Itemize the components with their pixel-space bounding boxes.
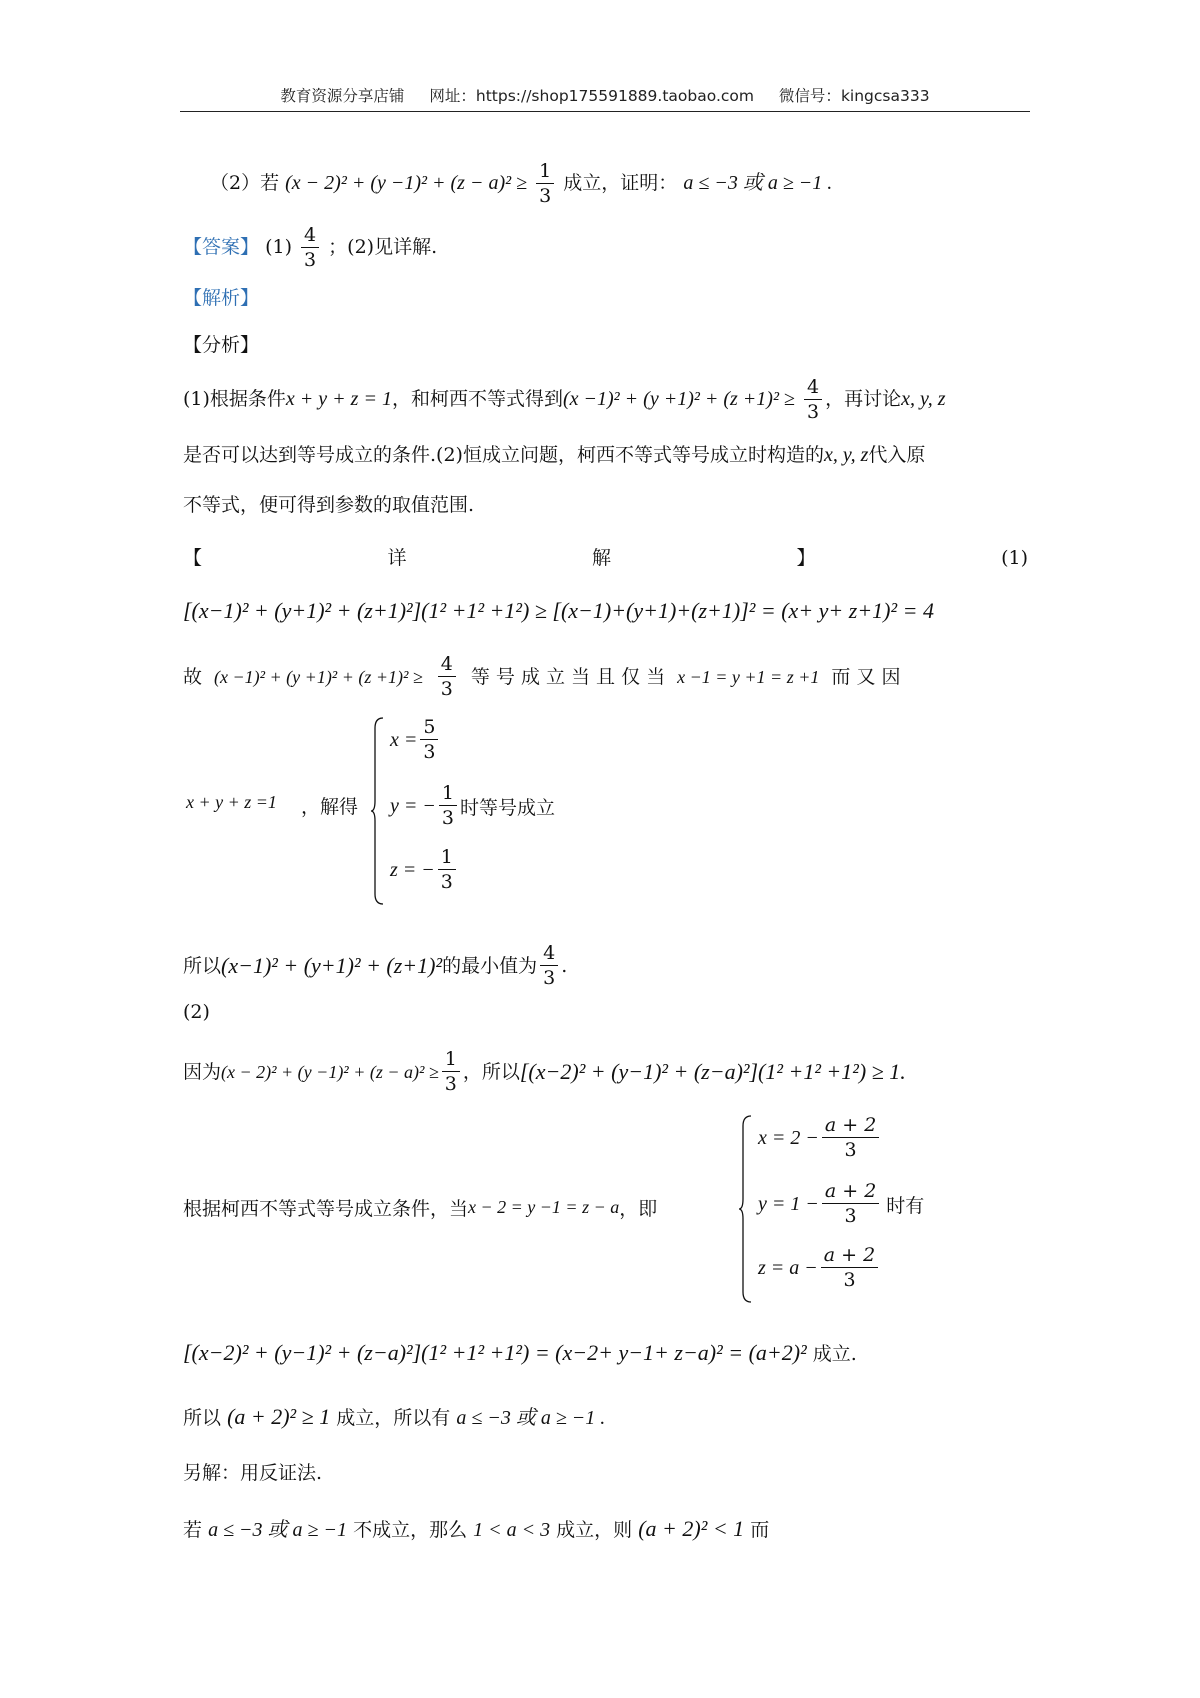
detail-eq1: [(x−1)² + (y+1)² + (z+1)²](1² +1² +1²) ≥ [(x−1)+(y+1)+(z+1)]² = (x+ y+ z+1)² = 4 — [183, 598, 934, 623]
detail-last-d: 1 < a < 3 — [473, 1519, 551, 1541]
detail-last-line — [183, 1514, 1040, 1545]
jiexi-tag: 【解析】 — [183, 287, 260, 309]
system2-x-frac — [822, 1116, 879, 1160]
q2-frac-den: 3 — [539, 185, 552, 207]
detail-p2-eq: [(x−2)² + (y−1)² + (z−a)²](1² +1² +1²) ≥ 1. — [519, 1059, 906, 1084]
answer-part1: (1) — [265, 236, 292, 258]
system1-jiede: ，解得 — [301, 796, 359, 818]
detail-so-expr: (a + 2)² ≥ 1 — [227, 1404, 331, 1429]
detail-p2-expr: (x − 2)² + (y −1)² + (z − a)² ≥ — [221, 1062, 439, 1082]
system2-z-frac — [821, 1246, 878, 1290]
detail-part1: (1) — [1001, 547, 1028, 569]
detail-gu-frac-num: 4 — [438, 655, 456, 677]
detail-gu-end: 而 又 因 — [831, 666, 901, 688]
analysis-l1d: (x −1)² + (y +1)² + (z +1)² ≥ — [562, 388, 795, 410]
system2-row-x — [758, 1116, 882, 1160]
system1-x: x = — [390, 728, 418, 751]
detail-gu-line — [183, 655, 1028, 699]
detail-min-a: 所以 — [183, 955, 222, 977]
system1-y-frac — [439, 784, 457, 828]
header-wechat-label: 微信号： — [778, 87, 841, 105]
system1-row-y — [390, 784, 555, 828]
system1-row-x — [390, 718, 441, 762]
detail-alt: 另解：用反证法. — [183, 1462, 323, 1484]
system2-y-den: 3 — [844, 1205, 857, 1227]
system2-x-num: a + 2 — [822, 1116, 879, 1138]
system1-y-tail: 时等号成立 — [459, 796, 555, 819]
detail-min-den: 3 — [543, 967, 556, 989]
system2-lead — [183, 1194, 657, 1221]
answer-tag: 【答案】 — [183, 236, 260, 258]
analysis-l2a: 是否可以达到等号成立的条件.(2)恒成立问题，柯西不等式等号成立时构造的 — [183, 444, 824, 466]
detail-last-a: 若 — [183, 1519, 203, 1541]
analysis-l1e: ，再讨论 — [825, 388, 902, 410]
detail-min-b: 的最小值为 — [442, 955, 538, 977]
detail-last-c: 不成立，那么 — [353, 1519, 468, 1541]
detail-min-end: . — [561, 955, 568, 977]
system2-cond: x − 2 = y −1 = z − a — [468, 1197, 620, 1217]
analysis-l1a: (1)根据条件 — [183, 388, 286, 410]
system1-y: y = − — [390, 794, 436, 817]
system1-x-num: 5 — [420, 718, 438, 740]
system1-x-frac — [420, 718, 438, 762]
q2-fraction — [536, 162, 554, 206]
detail-min-fraction — [540, 944, 558, 988]
detail-so-a: 所以 — [183, 1407, 222, 1429]
system2-lead-a: 根据柯西不等式等号成立条件，当 — [183, 1198, 469, 1220]
q2-frac-num: 1 — [536, 162, 554, 184]
detail-min-expr: (x−1)² + (y+1)² + (z+1)² — [221, 953, 443, 978]
answer-line — [183, 226, 1040, 270]
detail-gu: 故 — [183, 666, 203, 688]
system2-row-z — [758, 1246, 881, 1290]
detail-min-num: 4 — [540, 944, 558, 966]
detail-so-b: 成立，所以有 — [336, 1407, 451, 1429]
analysis-l1f: x, y, z — [901, 388, 946, 410]
analysis-line-3: 不等式，便可得到参数的取值范围. — [183, 494, 475, 516]
answer-frac-den: 3 — [304, 249, 317, 271]
question-2 — [210, 162, 1040, 206]
system1-x-den: 3 — [423, 741, 436, 763]
system2-y-frac — [822, 1182, 879, 1226]
detail-eq2-end: 成立. — [812, 1343, 857, 1365]
detail-system-1 — [183, 712, 883, 912]
fenxi-tag: 【分析】 — [183, 334, 260, 356]
detail-last-b: a ≤ −3 或 a ≥ −1 — [208, 1519, 348, 1541]
detail-system-2 — [183, 1110, 1003, 1310]
system2-x: x = 2 − — [758, 1126, 819, 1149]
page-header — [180, 84, 1030, 106]
detail-p2-den: 3 — [444, 1073, 457, 1095]
detail-p2-fraction — [442, 1050, 460, 1094]
analysis-l1b: x + y + z = 1 — [285, 388, 392, 410]
detail-eq2-line — [183, 1338, 1040, 1369]
system1-y-den: 3 — [441, 807, 454, 829]
header-wechat-id: kingcsa333 — [840, 87, 930, 105]
detail-gu-text: 等 号 成 立 当 且 仅 当 — [470, 666, 666, 688]
detail-tag-open: 【 — [183, 547, 203, 569]
header-site-label: 网址： — [429, 87, 476, 105]
system2-z-num: a + 2 — [821, 1246, 878, 1268]
q2-prefix: （2）若 — [210, 172, 280, 194]
detail-part2: (2) — [183, 1001, 210, 1023]
answer-rest: ；(2)见详解. — [328, 236, 438, 258]
detail-gu-cond: x −1 = y +1 = z +1 — [677, 667, 820, 687]
analysis-l2c: 代入原 — [868, 444, 926, 466]
system2-row-y — [758, 1182, 924, 1226]
detail-p2-line — [183, 1050, 1040, 1094]
q2-conclusion: a ≤ −3 或 a ≥ −1 . — [683, 172, 833, 194]
header-wechat — [779, 87, 930, 105]
analysis-frac-num: 4 — [804, 378, 822, 400]
answer-frac-num: 4 — [301, 226, 319, 248]
analysis-frac-den: 3 — [806, 401, 820, 423]
system1-z-den: 3 — [440, 871, 453, 893]
detail-tag-close: 】 — [796, 547, 816, 569]
system1-brace — [370, 716, 386, 906]
analysis-l2b: x, y, z — [823, 444, 869, 466]
detail-gu-frac-den: 3 — [440, 678, 453, 700]
analysis-fraction — [804, 378, 822, 422]
system2-y-num: a + 2 — [822, 1182, 879, 1204]
header-site — [429, 87, 754, 105]
detail-last-e: 成立，则 — [556, 1519, 633, 1541]
system1-z: z = − — [390, 858, 435, 881]
system2-z: z = a − — [758, 1256, 818, 1279]
system1-z-frac — [438, 848, 456, 892]
system2-brace — [738, 1114, 754, 1304]
detail-last-f: (a + 2)² < 1 — [638, 1516, 745, 1541]
header-rule — [180, 111, 1030, 112]
q2-expr: (x − 2)² + (y −1)² + (z − a)² ≥ — [285, 172, 528, 194]
detail-heading — [183, 543, 1028, 573]
analysis-l1c: ，和柯西不等式得到 — [391, 388, 563, 410]
system2-x-den: 3 — [844, 1139, 857, 1161]
system1-row-z — [390, 848, 459, 892]
answer-fraction — [301, 226, 319, 270]
detail-p2-a: 因为 — [183, 1061, 222, 1083]
analysis-line-1 — [183, 378, 1040, 422]
detail-p2-num: 1 — [442, 1050, 460, 1072]
detail-gu-expr: (x −1)² + (y +1)² + (z +1)² ≥ — [214, 667, 423, 687]
system2-tail: 时有 — [886, 1194, 925, 1217]
analysis-line-2 — [183, 440, 1040, 470]
q2-mid: 成立，证明： — [563, 172, 678, 194]
system2-lead-b: ，即 — [619, 1198, 658, 1220]
system1-y-num: 1 — [439, 784, 457, 806]
system1-z-num: 1 — [438, 848, 456, 870]
detail-so-line — [183, 1402, 1040, 1433]
detail-gu-fraction — [438, 655, 456, 699]
system1-left: x + y + z =1 — [186, 792, 277, 812]
detail-tag-char1: 详 — [387, 547, 407, 569]
detail-eq2: [(x−2)² + (y−1)² + (z−a)²](1² +1² +1²) = (x−2+ y−1+ z−a)² = (a+2)² — [183, 1340, 807, 1365]
detail-so-c: a ≤ −3 或 a ≥ −1 . — [456, 1407, 606, 1429]
detail-tag-char2: 解 — [592, 547, 612, 569]
header-shop: 教育资源分享店铺 — [280, 87, 405, 105]
detail-min-line — [183, 944, 1040, 988]
detail-last-g: 而 — [750, 1519, 770, 1541]
system2-z-den: 3 — [843, 1269, 856, 1291]
header-site-url[interactable]: https://shop175591889.taobao.com — [475, 87, 754, 105]
detail-p2-b: ，所以 — [462, 1061, 520, 1083]
system2-y: y = 1 − — [758, 1192, 819, 1215]
